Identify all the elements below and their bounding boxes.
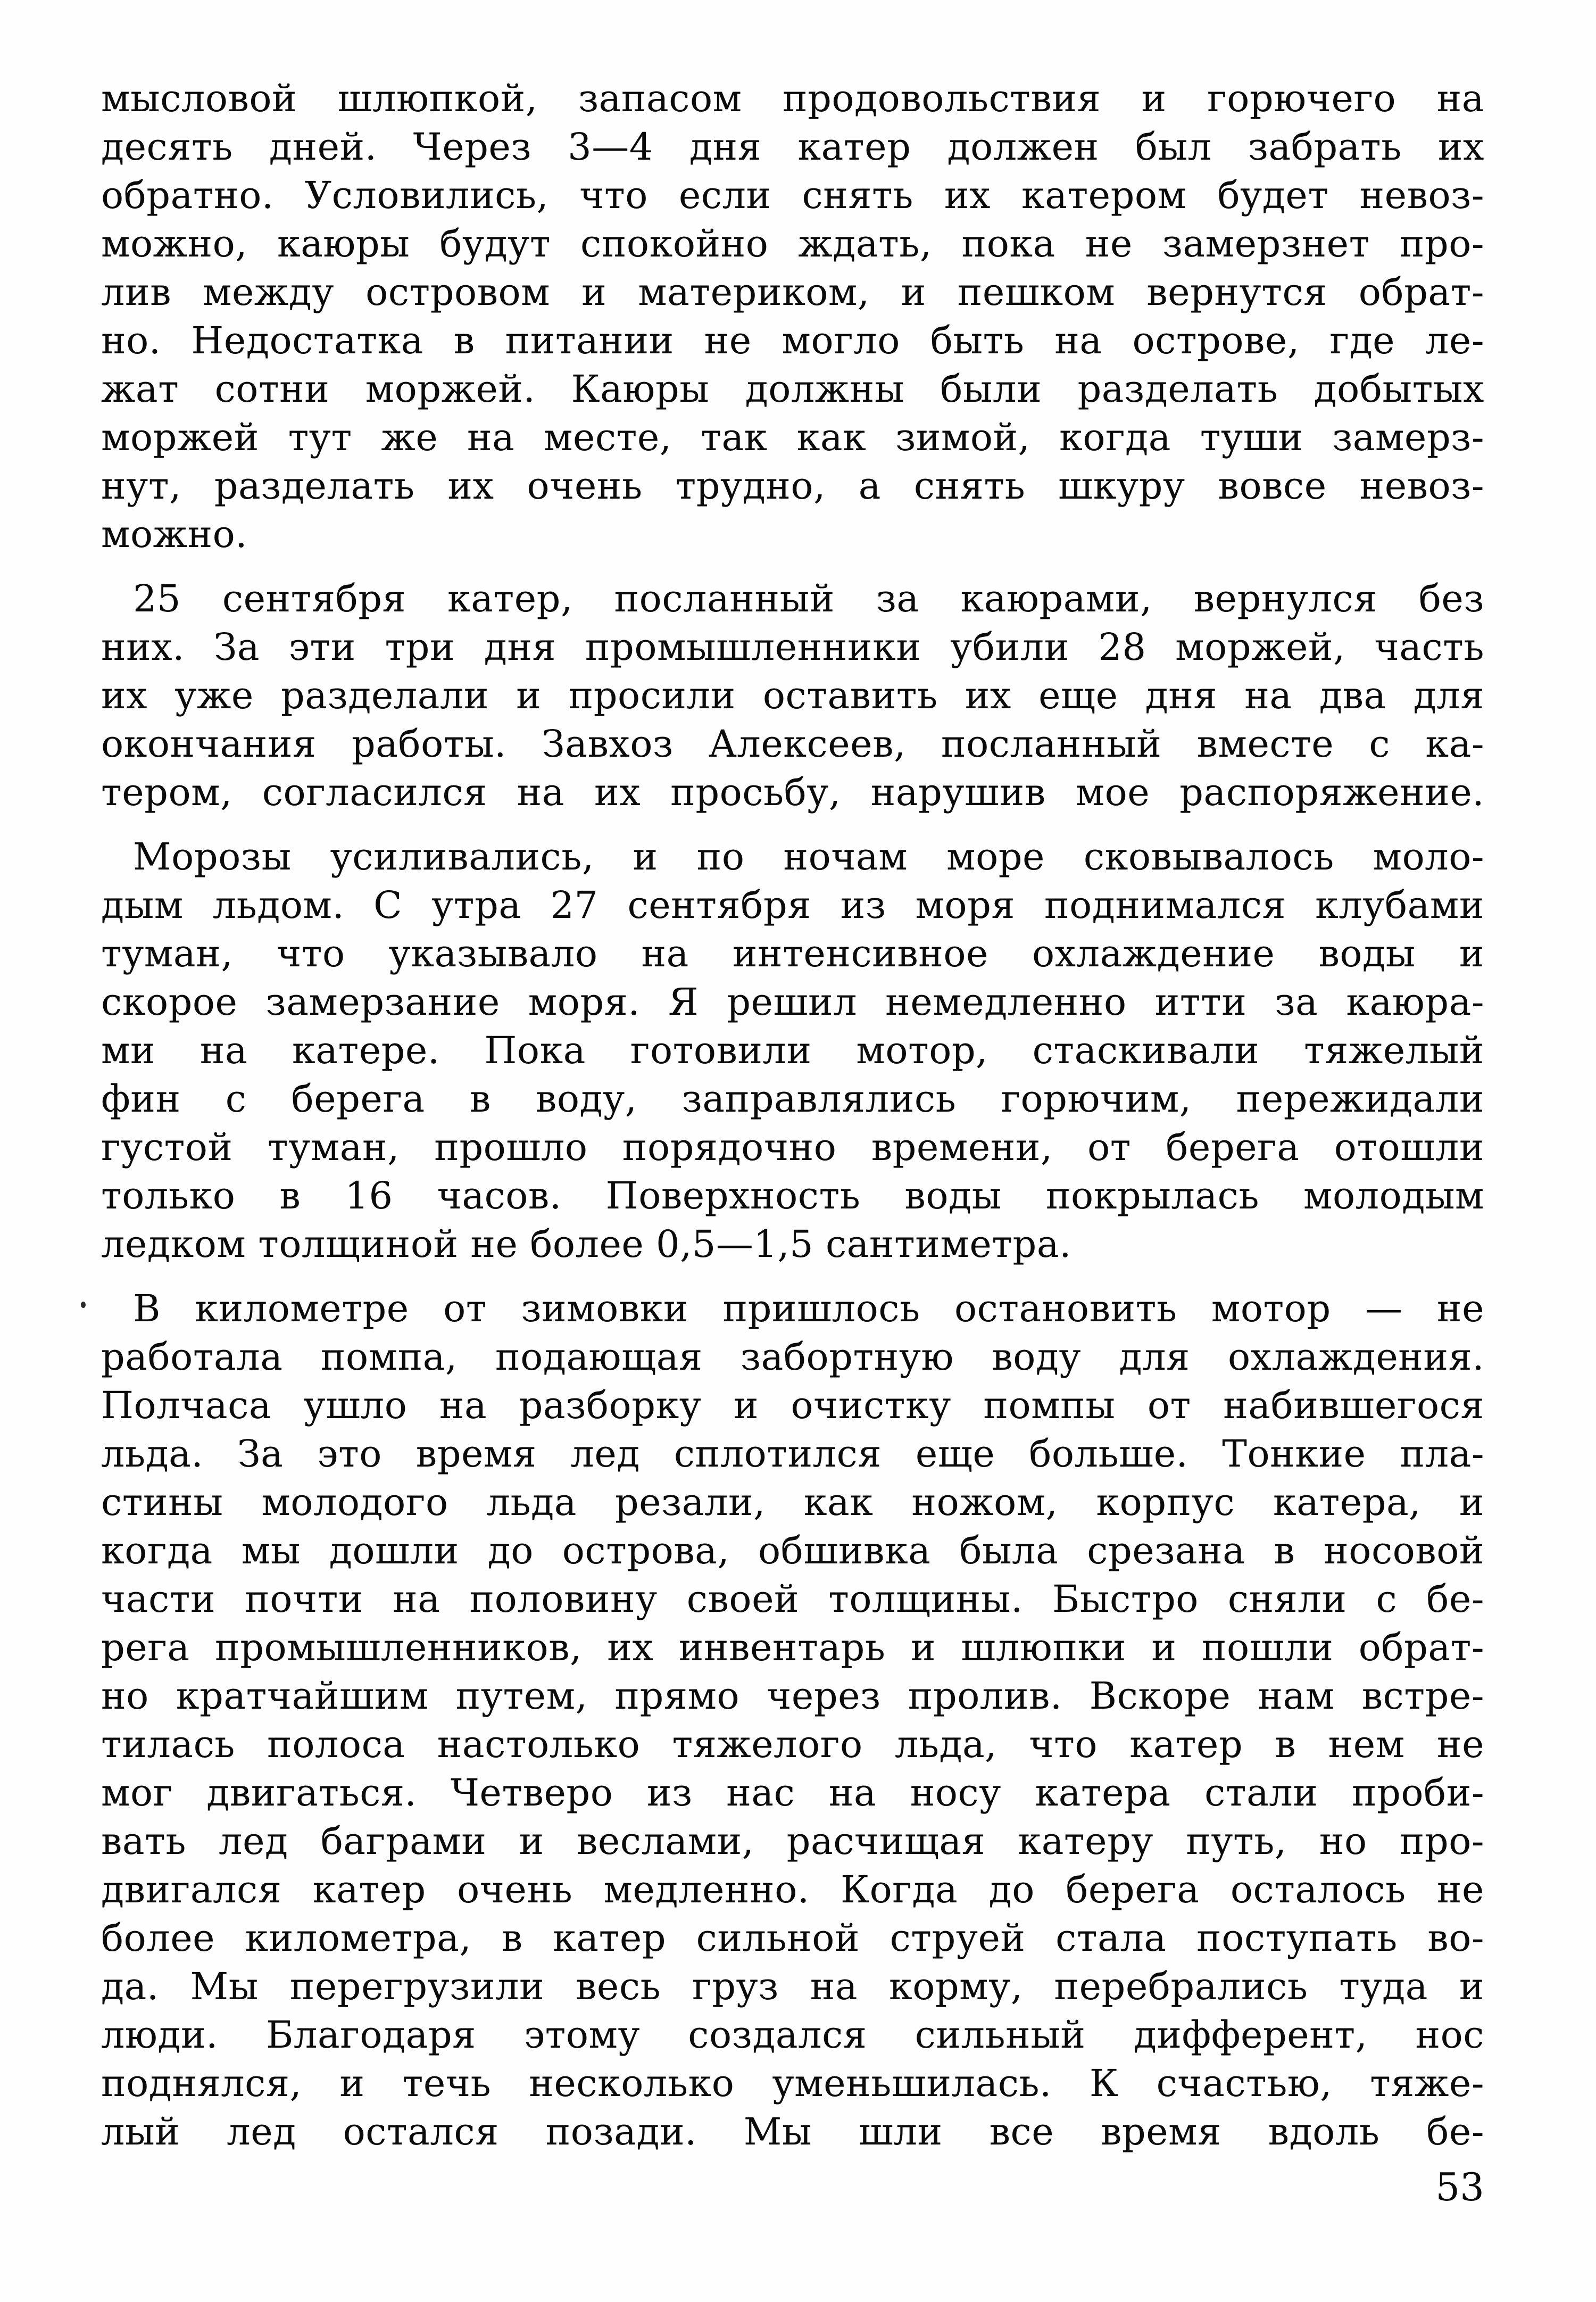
text-line: да. Мы перегрузили весь груз на корму, перебрались туда и <box>101 1965 1484 2008</box>
page-number: 53 <box>1435 2165 1484 2209</box>
text-line: только в 16 часов. Поверхность воды покрылась молодым <box>101 1174 1484 1218</box>
text-line: более километра, в катер сильной струей стала поступать во- <box>101 1916 1484 1960</box>
text-line: ледком толщиной не более 0,5—1,5 сантиметра. <box>101 1222 1071 1266</box>
text-line: фин с берега в воду, заправлялись горючим, пережидали <box>101 1077 1484 1121</box>
text-line: стины молодого льда резали, как ножом, корпус катера, и <box>101 1480 1484 1524</box>
text-line: люди. Благодаря этому создался сильный дифферент, нос <box>101 2013 1484 2057</box>
text-line: когда мы дошли до острова, обшивка была срезана в носовой <box>101 1529 1484 1572</box>
paragraph <box>101 833 1484 1269</box>
text-line: льда. За это время лед сплотился еще больше. Тонкие пла- <box>101 1432 1484 1476</box>
text-line: жат сотни моржей. Каюры должны были разделать добытых <box>101 367 1484 411</box>
paragraph <box>101 575 1484 817</box>
text-line: окончания работы. Завхоз Алексеев, посланный вместе с ка- <box>101 722 1484 766</box>
text-line: мог двигаться. Четверо из нас на носу катера стали проби- <box>101 1771 1484 1815</box>
text-block <box>101 74 1484 2156</box>
text-line: моржей тут же на месте, так как зимой, когда туши замерз- <box>101 416 1484 459</box>
text-line: дым льдом. С утра 27 сентября из моря поднимался клубами <box>101 883 1484 927</box>
text-line: нут, разделать их очень трудно, а снять шкуру вовсе невоз- <box>101 464 1484 508</box>
text-line: В километре от зимовки пришлось остановить мотор — не <box>133 1287 1484 1330</box>
text-line: туман, что указывало на интенсивное охлаждение воды и <box>101 932 1484 975</box>
text-line: Морозы усиливались, и по ночам море сковывалось моло- <box>133 835 1484 879</box>
text-line: части почти на половину своей толщины. Быстро сняли с бе- <box>101 1577 1484 1621</box>
text-line: ми на катере. Пока готовили мотор, стаскивали тяжелый <box>101 1029 1484 1072</box>
paragraph <box>101 1285 1484 2156</box>
scan-speck <box>81 1302 86 1308</box>
text-line: двигался катер очень медленно. Когда до берега осталось не <box>101 1868 1484 1911</box>
text-line: работала помпа, подающая забортную воду для охлаждения. <box>101 1335 1484 1379</box>
text-line: вать лед баграми и веслами, расчищая катеру путь, но про- <box>101 1819 1484 1863</box>
text-line: тером, согласился на их просьбу, нарушив мое распоряжение. <box>101 771 1484 814</box>
text-line: обратно. Условились, что если снять их катером будет невоз- <box>101 173 1484 217</box>
text-line: скорое замерзание моря. Я решил немедленно итти за каюра- <box>101 980 1484 1024</box>
text-line: десять дней. Через 3—4 дня катер должен был забрать их <box>101 125 1484 169</box>
text-line: густой туман, прошло порядочно времени, от берега отошли <box>101 1125 1484 1169</box>
text-line: мысловой шлюпкой, запасом продовольствия и горючего на <box>101 77 1484 120</box>
text-line: 25 сентября катер, посланный за каюрами, вернулся без <box>133 577 1484 620</box>
text-line: поднялся, и течь несколько уменьшилась. К счастью, тяже- <box>101 2061 1484 2105</box>
text-line: тилась полоса настолько тяжелого льда, что катер в нем не <box>101 1723 1484 1766</box>
text-line: но. Недостатка в питании не могло быть на острове, где ле- <box>101 319 1484 362</box>
text-line: но кратчайшим путем, прямо через пролив. Вскоре нам встре- <box>101 1674 1484 1718</box>
text-line: лив между островом и материком, и пешком вернутся обрат- <box>101 270 1484 314</box>
text-line: можно. <box>101 512 248 556</box>
paragraph <box>101 74 1484 559</box>
text-line: их уже разделали и просили оставить их еще дня на два для <box>101 674 1484 717</box>
text-line: можно, каюры будут спокойно ждать, пока не замерзнет про- <box>101 222 1484 266</box>
text-line: рега промышленников, их инвентарь и шлюпки и пошли обрат- <box>101 1626 1484 1669</box>
text-line: лый лед остался позади. Мы шли все время вдоль бе- <box>101 2110 1484 2154</box>
text-line: Полчаса ушло на разборку и очистку помпы от набившегося <box>101 1384 1484 1427</box>
text-line: них. За эти три дня промышленники убили 28 моржей, часть <box>101 625 1484 669</box>
